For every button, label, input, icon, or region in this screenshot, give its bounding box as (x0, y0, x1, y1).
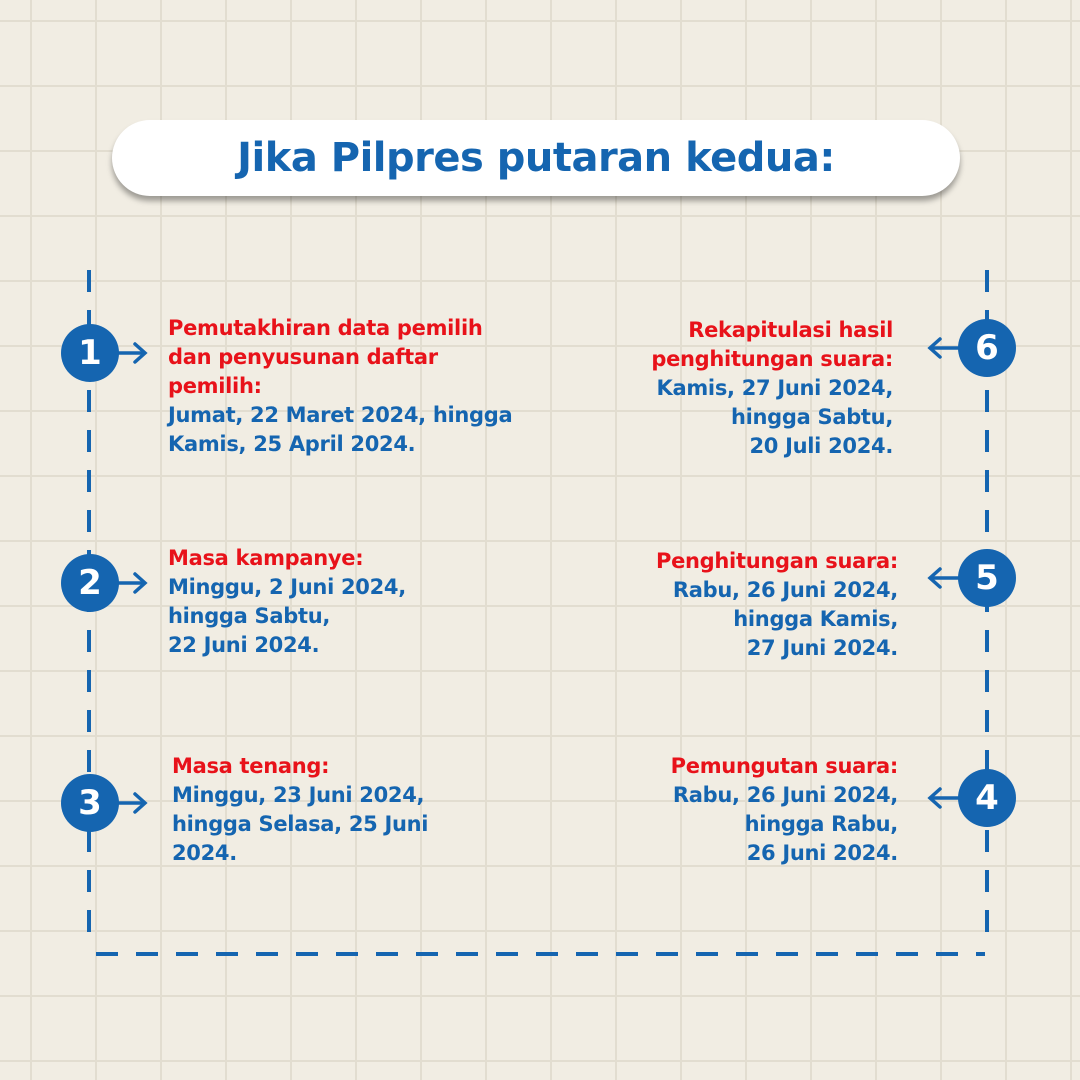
step-date: hingga Sabtu, (730, 405, 893, 429)
step-3-text (172, 752, 428, 868)
step-heading: Penghitungan suara: (655, 549, 898, 573)
step-1-text (168, 314, 512, 459)
step-date: 27 Juni 2024. (746, 636, 898, 660)
step-number-4: 4 (958, 769, 1016, 827)
step-2-text (168, 544, 406, 660)
step-heading: dan penyusunan daftar (168, 345, 438, 369)
step-date: Rabu, 26 Juni 2024, (672, 578, 898, 602)
step-date: Minggu, 23 Juni 2024, (172, 783, 425, 807)
step-date: hingga Kamis, (733, 607, 898, 631)
step-number-6: 6 (958, 319, 1016, 377)
step-date: 26 Juni 2024. (746, 841, 898, 865)
step-heading: Pemungutan suara: (670, 754, 898, 778)
step-4-text (671, 752, 898, 868)
step-number-3: 3 (61, 774, 119, 832)
arrow-left-icon (930, 339, 958, 357)
arrow-left-icon (930, 789, 958, 807)
step-number-1: 1 (61, 324, 119, 382)
arrow-left-icon (930, 569, 958, 587)
step-heading: Pemutakhiran data pemilih (168, 316, 483, 340)
page-title: Jika Pilpres putaran kedua: (237, 135, 835, 181)
step-6-text (651, 316, 893, 461)
step-number-2: 2 (61, 554, 119, 612)
step-number-5: 5 (958, 549, 1016, 607)
step-date: hingga Sabtu, (168, 604, 331, 628)
step-heading: pemilih: (168, 374, 262, 398)
step-5-text (656, 547, 898, 663)
arrow-right-icon (118, 794, 145, 812)
step-date: Kamis, 25 April 2024. (168, 432, 416, 456)
arrow-right-icon (118, 344, 145, 362)
step-date: Minggu, 2 Juni 2024, (168, 575, 406, 599)
step-date: Kamis, 27 Juni 2024, (656, 376, 893, 400)
step-date: 2024. (172, 841, 237, 865)
arrow-right-icon (118, 574, 145, 592)
step-date: Jumat, 22 Maret 2024, hingga (168, 403, 513, 427)
step-heading: Rekapitulasi hasil (688, 318, 893, 342)
step-date: hingga Selasa, 25 Juni (172, 812, 429, 836)
step-heading: penghitungan suara: (651, 347, 893, 371)
step-date: Rabu, 26 Juni 2024, (672, 783, 898, 807)
step-date: 22 Juni 2024. (168, 633, 320, 657)
step-heading: Masa tenang: (172, 754, 330, 778)
step-date: hingga Rabu, (744, 812, 898, 836)
step-heading: Masa kampanye: (168, 546, 364, 570)
step-date: 20 Juli 2024. (749, 434, 893, 458)
